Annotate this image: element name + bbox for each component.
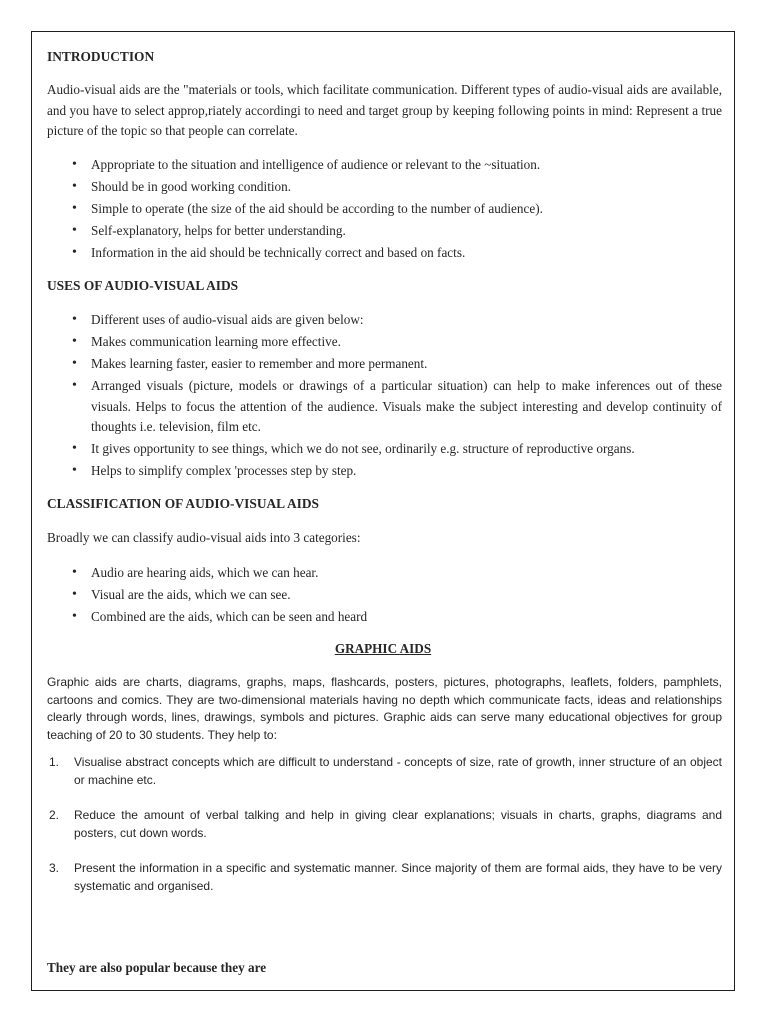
list-item: • Combined are the aids, which can be seen and heard xyxy=(72,607,722,628)
list-item xyxy=(49,860,722,895)
classification-bullet-list xyxy=(72,563,722,629)
list-item: • Audio are hearing aids, which we can hear. xyxy=(72,563,722,584)
uses-bullet-list xyxy=(72,310,722,483)
list-item: • Different uses of audio-visual aids are given below: xyxy=(72,310,722,331)
list-item: • Arranged visuals (picture, models or drawings of a particular situation) can help to make inferences out of these visuals. Helps to focus the attention of the audience. Visuals make the subject interesting and develop continuity of thoughts i.e. television, film etc. xyxy=(72,376,722,438)
list-item: • It gives opportunity to see things, which we do not see, ordinarily e.g. structure of reproductive organs. xyxy=(72,439,722,460)
classification-paragraph: Broadly we can classify audio-visual aids into 3 categories: xyxy=(47,530,361,545)
graphic-aids-paragraph: Graphic aids are charts, diagrams, graphs, maps, flashcards, posters, pictures, photographs, leaflets, folders, pamphlets, cartoons and comics. They are two-dimensional materials having no depth which communicate facts, ideas and relationships clearly through words, lines, drawings, symbols and pictures. Graphic aids can serve many educational objectives for group teaching of 20 to 30 students. They help to: xyxy=(47,675,722,742)
list-item: • Simple to operate (the size of the aid should be according to the number of audience). xyxy=(72,199,722,220)
list-item: • Should be in good working condition. xyxy=(72,177,722,198)
list-item: • Makes communication learning more effective. xyxy=(72,332,722,353)
list-item: • Helps to simplify complex 'processes step by step. xyxy=(72,461,722,482)
list-number: 3. xyxy=(49,861,60,875)
uses-heading: USES OF AUDIO-VISUAL AIDS xyxy=(47,278,239,293)
list-item xyxy=(49,754,722,789)
list-item: • Makes learning faster, easier to remember and more permanent. xyxy=(72,354,722,375)
graphic-aids-numbered-list xyxy=(49,754,722,913)
list-item-text: Present the information in a specific and systematic manner. Since majority of them are formal aids, they have to be very systematic and organised. xyxy=(74,861,722,893)
intro-paragraph: Audio-visual aids are the "materials or tools, which facilitate communication. Different types of audio-visual aids are available, and you have to select approp,riately accordingi to need and target group by keeping following points in mind: Represent a true picture of the topic so that people can correlate. xyxy=(47,82,722,138)
graphic-aids-title: GRAPHIC AIDS xyxy=(334,641,432,656)
classification-heading: CLASSIFICATION OF AUDIO-VISUAL AIDS xyxy=(47,496,319,511)
list-item xyxy=(49,807,722,842)
document-page xyxy=(31,31,735,991)
intro-heading: INTRODUCTION xyxy=(47,49,155,64)
list-number: 2. xyxy=(49,808,60,822)
closing-bold-line: They are also popular because they are xyxy=(47,960,267,975)
list-item: • Self-explanatory, helps for better understanding. xyxy=(72,221,722,242)
list-number: 1. xyxy=(49,755,60,769)
list-item-text: Visualise abstract concepts which are difficult to understand - concepts of size, rate of growth, inner structure of an object or machine etc. xyxy=(74,755,722,787)
list-item: • Appropriate to the situation and intelligence of audience or relevant to the ~situation. xyxy=(72,155,722,176)
list-item: • Visual are the aids, which we can see. xyxy=(72,585,722,606)
list-item-text: Reduce the amount of verbal talking and help in giving clear explanations; visuals in charts, graphs, diagrams and posters, cut down words. xyxy=(74,808,722,840)
intro-bullet-list xyxy=(72,155,722,265)
list-item: • Information in the aid should be technically correct and based on facts. xyxy=(72,243,722,264)
